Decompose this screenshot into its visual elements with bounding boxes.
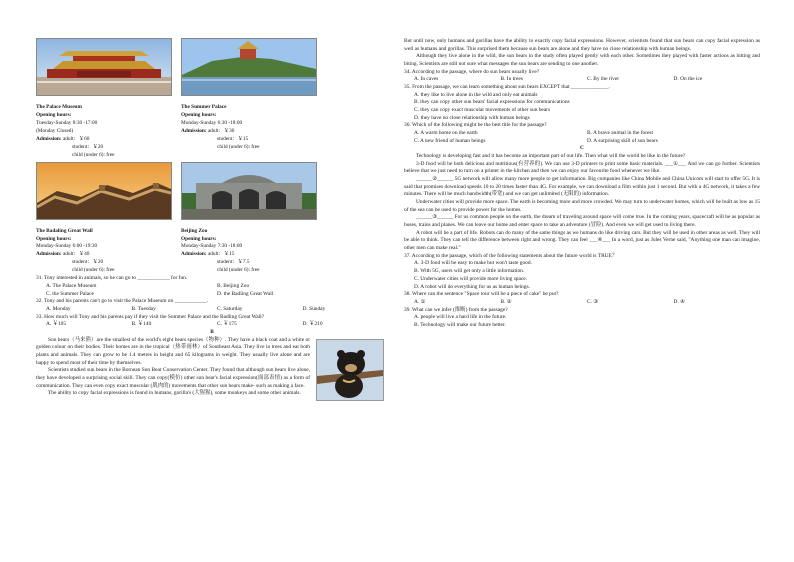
- attraction-name: Beijing Zoo: [181, 227, 208, 234]
- option: C. Underwater cities will provide more living space.: [414, 275, 528, 282]
- question: [404, 307, 760, 330]
- question: [404, 69, 760, 84]
- admission-adult: adult：￥15: [207, 251, 235, 258]
- questions-c: [404, 253, 760, 330]
- option: B. ②: [500, 298, 512, 305]
- question: [36, 275, 388, 298]
- sun-bear-photo: [316, 339, 384, 401]
- question: [404, 84, 760, 122]
- question: [36, 298, 388, 313]
- admission-student: student：￥15: [217, 135, 249, 142]
- question-stem: 34. According to the passage, where do sun bears usually live?: [404, 68, 540, 75]
- hours-label: Opening hours:: [181, 111, 217, 118]
- hours-label: Opening hours:: [36, 235, 72, 242]
- paragraph: Underwater cities will provide more space. The earth is becoming more and more crowded. We may turn to underwater homes, which will be built as low as 15 of the sea can be used to provide power for the homes.: [404, 199, 760, 213]
- option: A. A warm home on the earth: [414, 130, 478, 137]
- option: A. ①: [414, 298, 426, 305]
- option: A. 3-D food will be easy to make but won't taste good.: [414, 260, 532, 267]
- admission-label: Admission:: [181, 127, 207, 134]
- question-stem: 35. From the passage, we can learn something about sun bears EXCEPT that ______________.: [404, 84, 610, 91]
- option: D. A surprising skill of sun bears: [587, 137, 658, 144]
- question-stem: 36. Which of the following might be the best title for the passage?: [404, 122, 547, 129]
- option: A. people will live a hard life in the future.: [414, 314, 507, 321]
- hours-text: Tuesday-Sunday 8:30 -17:00: [36, 119, 98, 126]
- hours-note: (Monday Closed): [36, 127, 74, 134]
- paragraph: But until now, only humans and gorillas have the ability to exactly copy facial expressions. However, scientists found that sun bears can copy facial expression as well as humans and gorillas. This surprised them because sun bears are alone and they have no close relationship with human beings.: [404, 38, 760, 52]
- option: B. ￥140: [131, 321, 152, 328]
- hours-text: Monday-Sunday 6:30 -18:00: [181, 119, 243, 126]
- beijing-zoo-photo: [181, 162, 317, 220]
- question: [404, 122, 760, 145]
- admission-student: student：￥20: [72, 259, 104, 266]
- option: D. ￥210: [302, 321, 323, 328]
- paragraph: ______③______ For us common people on the earth, the dream of traveling around space will come true. In the coming years, spacecraft will be as popular as buses, trains and planes. We can leave our home and enter space to take an adventure (冒险). And even we will get used to living there.: [404, 214, 760, 229]
- attraction-name: The Palace Museum: [36, 104, 82, 110]
- paragraph: ______②______ 5G network will allow many more people to get information. Big companies like China Mobile and China Unicom will start to offer 5G. It is said that promises download speeds 10 to 20 times faster than 4G. For example, we can download a film within just 1 second. But with a 4G network, it takes a few minutes. There will be much bandwidth(带宽) and we can get unlimited (无限的) information.: [404, 176, 760, 198]
- attraction-beijing-zoo: [181, 162, 322, 276]
- questions-a: [36, 275, 388, 329]
- admission-student: student：￥7.5: [217, 259, 250, 266]
- hours-text: Monday-Sunday 7:30 -18:00: [181, 243, 243, 250]
- paragraph: Sun bears（马来熊）are the smallest of the world's eight bears species（物种）. They have a black coat and a white or golden colour on their bodies. Their homes are in the tropical（热带雨林）of Southeast Asia. They live in trees and eat both plants and animals. They can grow to be 1.4 metres in height and 65 kilograms in weight. They usually live alone and are happy to spend most of their time by themselves.: [36, 336, 310, 366]
- paragraph: A robot will be a part of life. Robots can do many of the same things as we humans do like driving cars. But they will be used in other areas as well. They will be able to think. They can tell the difference between right and wrong. They can feel ___④___ In a word, just as Jules Verne said, "Anything one man can imagine, other men can make real.": [404, 229, 760, 252]
- hours-label: Opening hours:: [181, 235, 217, 242]
- right-column: [404, 38, 760, 330]
- attraction-name: The Summer Palace: [181, 104, 227, 110]
- option: B. Technology will make our future better.: [414, 321, 506, 328]
- question-stem: 31. Tony interested in animals, so he can go to ____________ for fun.: [36, 275, 188, 282]
- admission-child: child (under 6): free: [72, 151, 115, 158]
- option: B. With 5G, users will get only a little information.: [414, 268, 525, 275]
- attraction-great-wall: [36, 162, 177, 276]
- hours-label: Opening hours:: [36, 111, 72, 118]
- paragraph: The ability to copy facial expressions is found in humans, gorilla's (大猩猩), some monkeys and some other animals.: [48, 390, 301, 397]
- option: D. Sunday: [302, 305, 326, 312]
- option: A. The Palace Museum: [46, 282, 97, 289]
- paragraph: Scientists studied sun bears in the Bornean Sun Bear Conservation Center. They found that although sun bears live alone, they have developed a surprising social skill. They can copy(模仿) other sun bear's facial expression(面部表情) as a form of communication. They can even copy exact muscular (肌肉的) movements that other sun bears make- such as making a face.: [36, 367, 310, 389]
- option: B. they can copy other sun bears' facial expressions for communications: [414, 99, 570, 106]
- question-stem: 38. Where can the sentence "Space tour will be a piece of cake" be put?: [404, 291, 559, 298]
- option: D. On the ice: [673, 76, 703, 83]
- option: A. In caves: [414, 76, 439, 83]
- option: A. they like to live alone in the wild and only eat animals: [414, 91, 538, 98]
- option: C. A new friend of human beings: [414, 137, 486, 144]
- option: D. they have no close relationship with human beings: [414, 114, 530, 121]
- option: C. By the river: [587, 76, 620, 83]
- great-wall-photo: [36, 162, 172, 220]
- option: A. ￥105: [46, 321, 67, 328]
- admission-child: child (under 6): free: [217, 143, 260, 150]
- option: B. Tuesday: [131, 305, 156, 312]
- option: D. ④: [673, 298, 685, 305]
- option: B. In trees: [500, 76, 523, 83]
- admission-label: Admission:: [36, 135, 62, 142]
- admission-label: Admission:: [181, 251, 207, 258]
- left-column: [36, 38, 388, 403]
- question: [36, 314, 388, 329]
- option: A. Monday: [46, 305, 71, 312]
- question: [404, 253, 760, 291]
- admission-student: student：￥20: [72, 143, 104, 150]
- option: C. ③: [587, 298, 599, 305]
- option: B. Beijing Zoo: [217, 282, 250, 289]
- attractions-grid: [36, 38, 388, 275]
- attraction-summer-palace: [181, 38, 322, 160]
- paragraph: 3-D food will be both delicious and nutritious(有营养的). We can use 3-D printers to print some basic materials. ___①___ And we can go further. Scientists believe that we just need to turn on a printer in the kitchen and then we can enjoy our favourite food whenever we like.: [404, 160, 760, 175]
- passage-b: [36, 337, 388, 398]
- section-b-heading: B: [210, 328, 214, 335]
- admission-child: child (under 6): free: [72, 267, 115, 274]
- summer-palace-photo: [181, 38, 317, 96]
- admission-adult: adult：￥60: [62, 135, 90, 142]
- paragraph: Although they live alone in the wild, the sun bears in the study often played gently with each other. Sometimes they played with faster actions as hitting and biting. Scientists are still not sure what messages the sun bears are sending to one another.: [404, 53, 760, 68]
- admission-label: Admission:: [36, 251, 62, 258]
- option: C. Saturday: [217, 305, 243, 312]
- attraction-palace-museum: [36, 38, 177, 160]
- palace-museum-photo: [36, 38, 172, 96]
- option: C. the Summer Palace: [46, 290, 94, 297]
- question-stem: 33. How much will Tony and his parents pay if they visit the Summer Palace and the Badling Great Wall?: [36, 313, 265, 320]
- option: D. A robot will do everything for us as human beings.: [414, 283, 530, 290]
- passage-c: [404, 153, 760, 253]
- section-c-heading: C: [580, 145, 584, 152]
- option: C. ￥175: [217, 321, 237, 328]
- attraction-name: The Badaling Great Wall: [36, 227, 93, 234]
- question-stem: 39. What can we infer (推断) from the passage?: [404, 306, 508, 313]
- question-stem: 32. Tony and his parents can't go to visit the Palace Museum on ____________.: [36, 298, 209, 305]
- admission-adult: adult：￥40: [62, 251, 90, 258]
- admission-adult: adult：￥30: [207, 127, 235, 134]
- paragraph: Technology is developing fast and it has become an important part of our life. Then what will the world be like in the future?: [416, 153, 686, 160]
- option: D. the Badling Great Wall: [217, 290, 274, 297]
- option: C. they can copy exact muscular movements of other sun bears: [414, 107, 551, 114]
- hours-text: Monday-Sunday 6:00 -19:30: [36, 243, 98, 250]
- option: B. A brave animal in the forest: [587, 130, 654, 137]
- questions-b: [404, 69, 760, 146]
- question-stem: 37. According to the passage, which of the following statements about the future world is TRUE？: [404, 252, 618, 259]
- question: [404, 291, 760, 306]
- admission-child: child (under 6): free: [217, 267, 260, 274]
